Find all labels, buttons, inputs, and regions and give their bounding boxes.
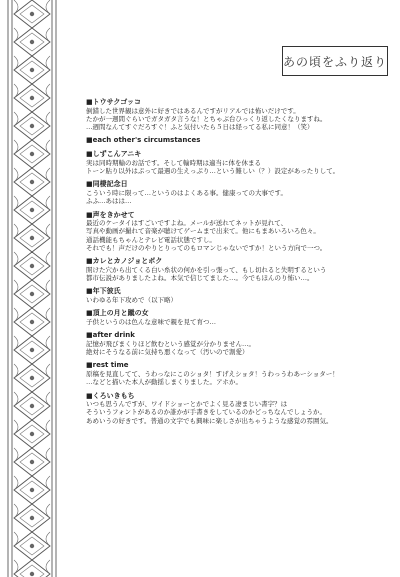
section: [86, 150, 382, 175]
section-heading: ■頂上の月と蹴の女: [86, 309, 149, 318]
section: [86, 136, 382, 145]
section-line: 写真や動画が撮れて音楽が聴けてゲームまで出来て。他にもまあいろいろ色々。: [86, 227, 320, 236]
section-line: 最近のケータイはすごいですよね。メールが送れてネットが見れて、: [86, 219, 288, 228]
section: [86, 392, 382, 425]
section-line: 子供というのは色んな意味で親を見て育つ…: [86, 317, 216, 326]
section-line: 開けた穴から出てくる白い糸状の何かを引っ張って、もし切れると失明するという: [86, 265, 327, 274]
section-line: 記憶が飛びまくりほど飲むという感覚が分かりません…。: [86, 339, 255, 348]
section-line: 実は同時期輸のお話です。そして輸時期は適当に体を休まる: [86, 158, 261, 167]
section-heading: ■声をきかせて: [86, 210, 135, 219]
section-heading: ■同棲記念日: [86, 180, 128, 189]
section: [86, 180, 382, 205]
section-line: …週間なんてすぐだろすぐ！ふと気付いたら５日は経ってる私に同意！（笑）: [86, 123, 314, 131]
section: [86, 257, 382, 282]
section-line: トーン貼り以外はぷって最遇の生えっぷり…という難しい（？）設定があったりして。: [86, 166, 340, 175]
title-box: [282, 46, 388, 76]
section-heading: ■each other's circumstances: [86, 136, 201, 145]
section-line: いつも思うんですが、ワイドショーとかでよく見る凄まじい書字？は: [86, 400, 288, 409]
section-heading: ■年下彼氏: [86, 287, 121, 296]
section-heading: ■after drink: [86, 331, 135, 340]
section: [86, 211, 382, 252]
section-line: 通話機能もちゃんとテレビ電話状態ですし。: [86, 235, 216, 244]
section: [86, 331, 382, 356]
page-title: あの頃をふり返り: [283, 54, 388, 69]
section-line: そういうフォントがあるのか誰かが手書きをしているのかどっちなんでしょうか。: [86, 408, 327, 417]
section-line: 原稿を見直してて、うわっなにこのショタ！すげえショタ！うわっうわあーショター！: [86, 370, 339, 379]
section: [86, 98, 382, 131]
section: [86, 287, 382, 304]
ornamental-border: [6, 0, 58, 577]
section-heading: ■くろいきもち: [86, 391, 135, 400]
section-line: それでも！声だけのやりとりってのもロマンじゃないですか！という方向で一つ。: [86, 243, 327, 252]
section-heading: ■しずこんアニキ: [86, 150, 142, 159]
section-heading: ■カレとカノジョとボク: [86, 257, 163, 266]
section-line: あめいうの好きです。普通の文字でも興味に楽しさが出ちゃうような感覚の雰囲気。: [86, 416, 333, 425]
section-line: こういう時に限って…というのはよくある事。健康っての大事です。: [86, 188, 287, 197]
section-line: …などと描いた本人が動揺しまくりました。アホか。: [86, 378, 242, 387]
section-line: 絶対にそうなる前に気持ち悪くなって（汚いので割愛）: [86, 348, 249, 357]
section-heading: ■トウサクゴッコ: [86, 98, 142, 106]
section: [86, 361, 382, 386]
section-line: たかが一週間ぐらいでガタガタ言うな！とちゃぶ台ひっくり返したくなりますね。: [86, 114, 327, 123]
section-line: いわゆる年下攻めで（以下略）: [86, 295, 177, 304]
section-line: 都市伝説がありましたよね。本気で信じてました…。今でもほんのり怖い…。: [86, 273, 314, 282]
section-heading: ■rest time: [86, 361, 129, 370]
section: [86, 309, 382, 326]
section-line: ふふ…あはは…: [86, 197, 132, 206]
afterword-content: [86, 98, 382, 430]
section-line: 倒錯した世界観は意外に好きではあるんですがリアルでは怖いだけです。: [86, 106, 300, 115]
